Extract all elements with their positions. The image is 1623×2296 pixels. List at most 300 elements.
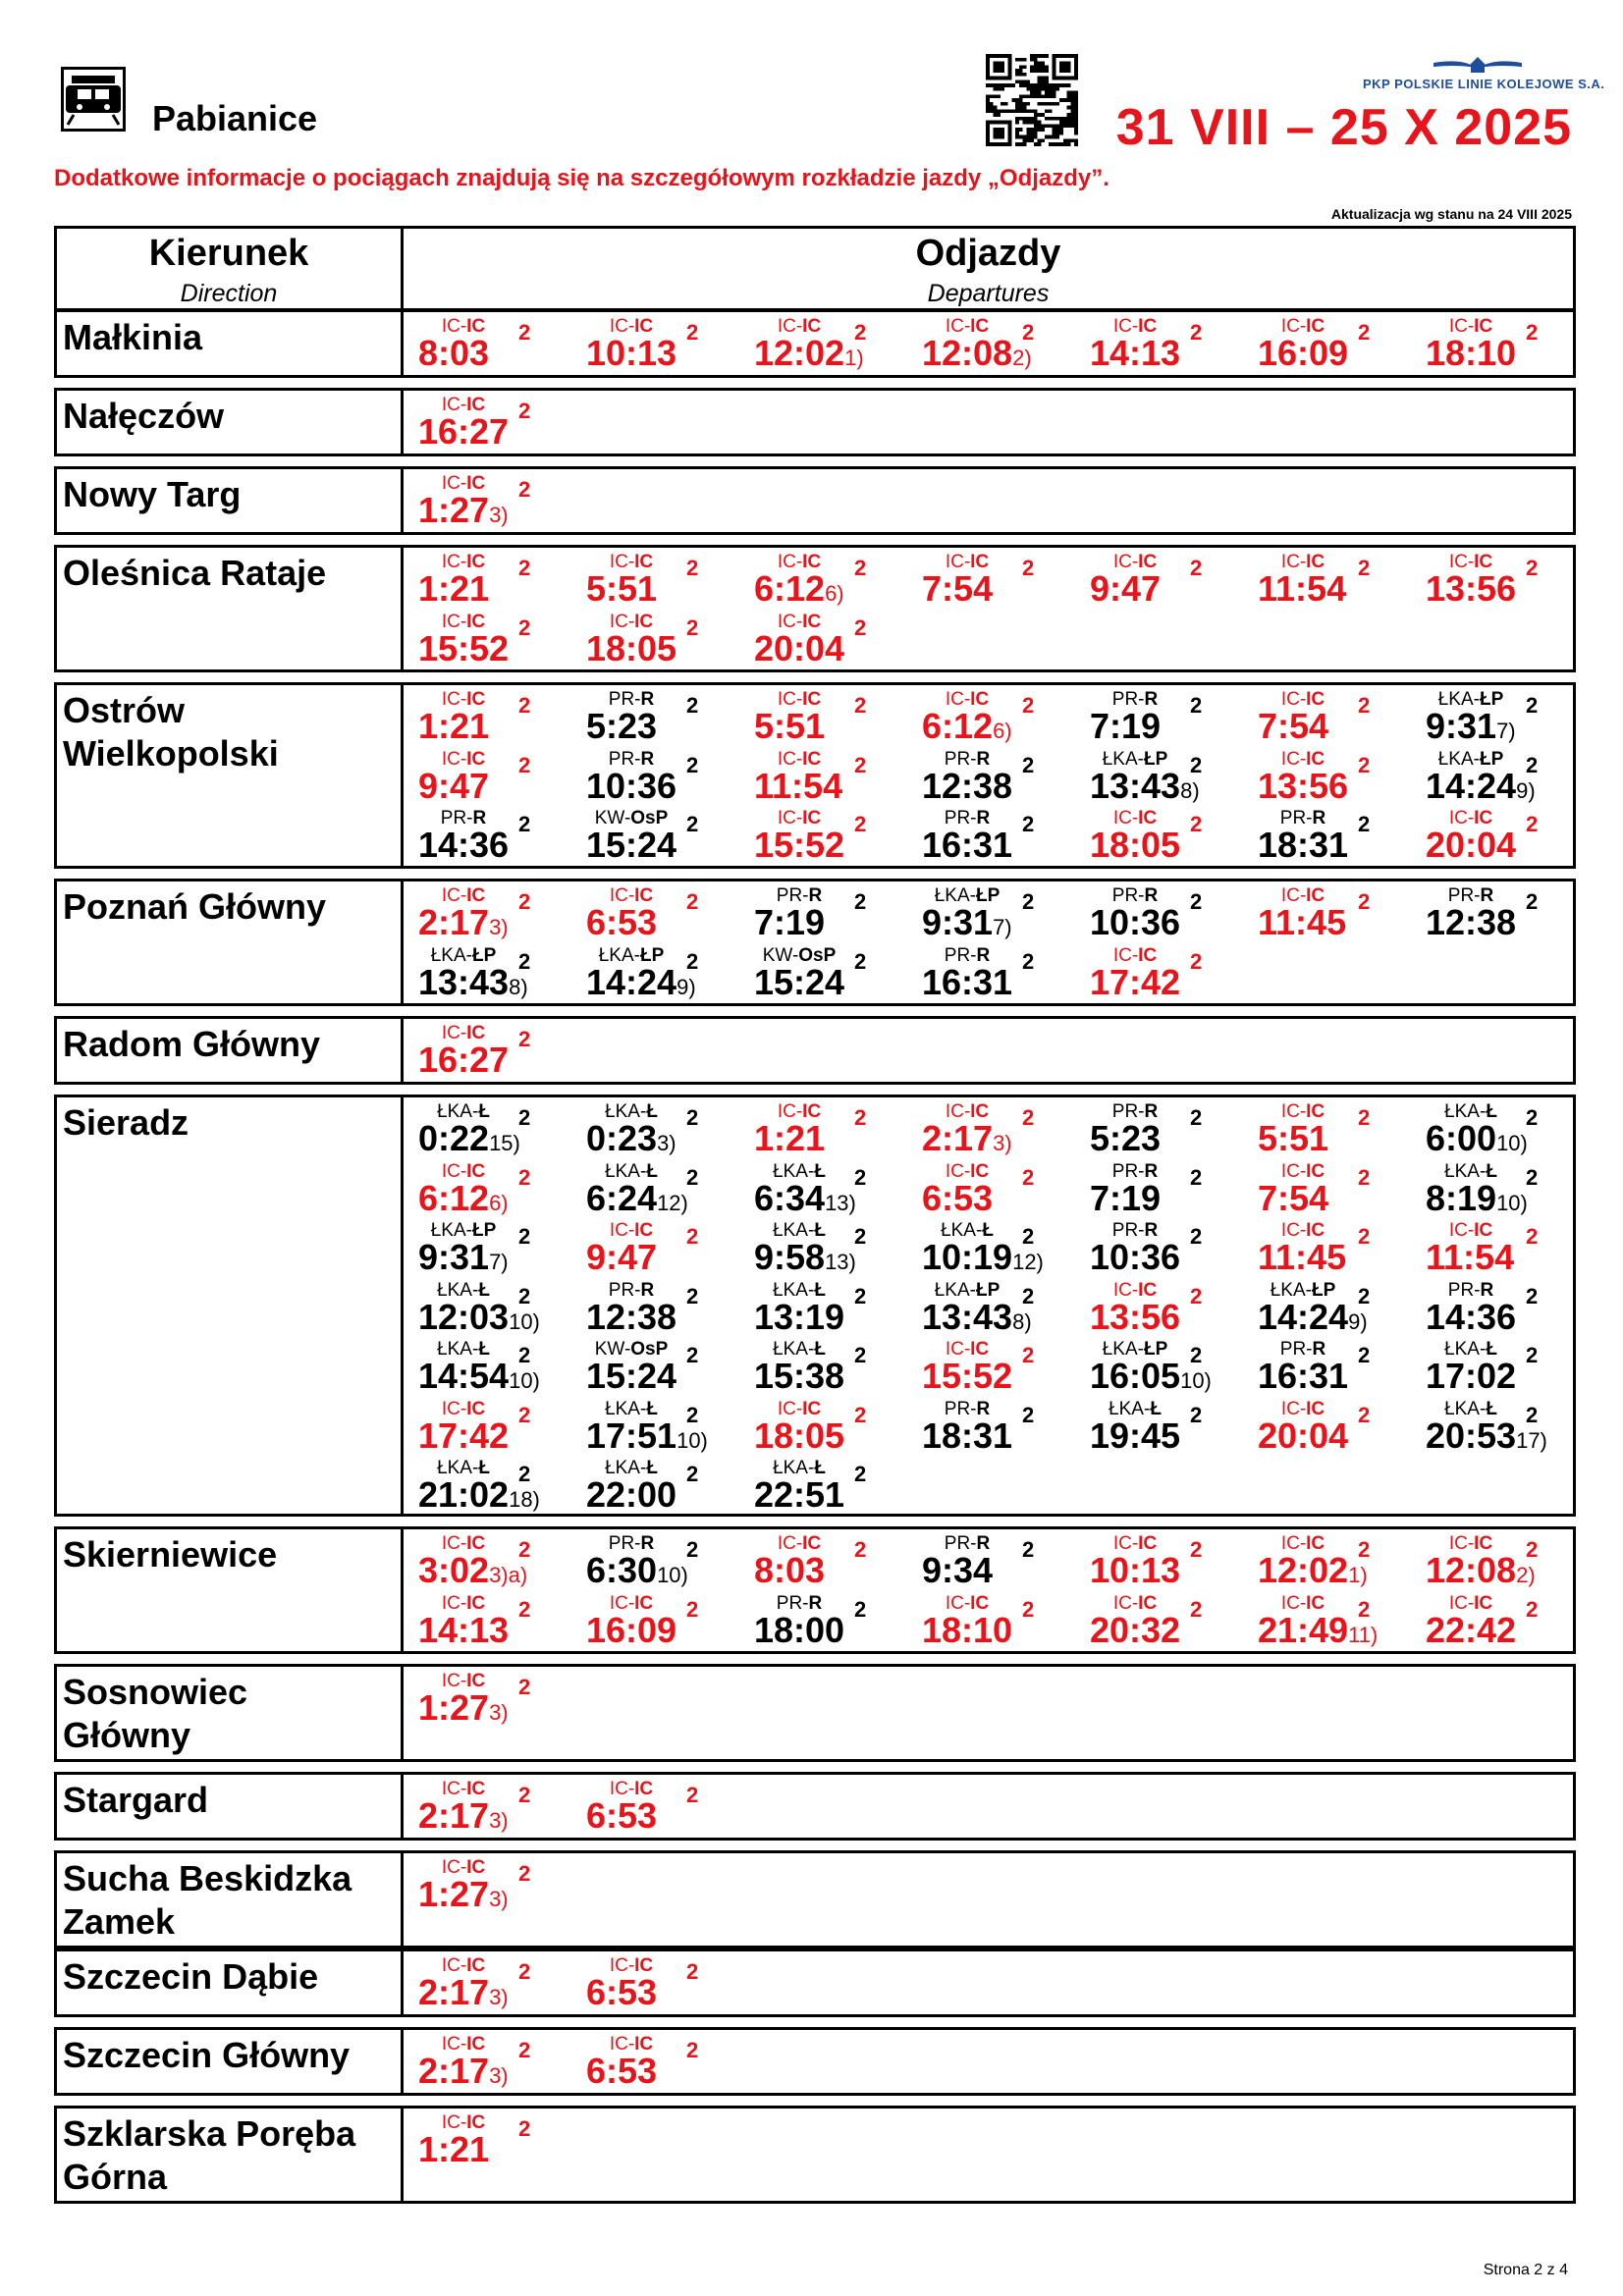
departure-entry[interactable] [912,1097,1079,1156]
train-category: IC-IC [609,885,654,906]
train-category: IC-IC [777,611,822,632]
departure-entry[interactable] [1080,1589,1247,1648]
train-category: IC-IC [945,316,990,337]
class-marker: 2 [1190,1343,1203,1367]
departure-entry[interactable] [1248,1216,1415,1275]
departure-entry[interactable] [576,1216,743,1275]
train-category: IC-IC [609,1592,654,1614]
departure-entry[interactable] [408,469,575,528]
departures-cell [404,2030,1573,2093]
departure-entry[interactable] [1080,548,1247,607]
departure-time: 2:173) [418,1795,509,1836]
departure-entry[interactable] [408,881,575,940]
departure-time: 14:249) [1426,765,1536,806]
departure-entry[interactable] [744,1157,911,1216]
departure-time: 13:56 [1090,1296,1181,1337]
departure-entry[interactable] [1416,1157,1583,1216]
info-note: Dodatkowe informacje o pociągach znajdują się na szczegółowym rozkładzie jazdy „Odjazdy”. [54,165,1109,191]
departure-entry[interactable] [576,1589,743,1648]
departure-time: 1:273) [418,1687,509,1728]
departure-entry[interactable] [408,608,575,667]
departure-time: 18:05 [1090,825,1181,865]
departure-entry[interactable] [576,1335,743,1394]
direction-cell [57,1529,404,1651]
departures-subtitle: Departures [927,280,1050,307]
departures-cell [404,1667,1573,1759]
departure-time: 13:438) [922,1296,1032,1337]
class-marker: 2 [686,1343,699,1367]
departure-time: 10:36 [586,765,677,806]
departure-entry[interactable] [1416,745,1583,804]
departure-entry[interactable] [408,1529,575,1588]
departure-entry[interactable] [744,608,911,667]
direction-cell [57,1775,404,1838]
departure-entry[interactable] [1416,685,1583,744]
departure-entry[interactable] [576,804,743,863]
departure-time: 9:47 [418,765,490,806]
footnote-ref: 10) [657,1563,688,1587]
departure-time: 9:47 [1090,568,1162,609]
destination-row [54,1095,1576,1517]
departure-entry[interactable] [1080,1276,1247,1335]
train-category: IC-IC [1448,808,1493,828]
train-category: PR-R [1447,1279,1494,1301]
departure-entry[interactable] [912,804,1079,863]
departure-entry[interactable] [744,1395,911,1454]
departure-entry[interactable] [576,685,743,744]
departure-time: 2:173) [418,1972,509,2012]
class-marker: 2 [686,1783,699,1807]
departure-entry[interactable] [576,1775,743,1834]
departure-time: 11:45 [1258,902,1347,942]
departure-entry[interactable] [576,881,743,940]
train-category: PR-R [944,944,991,966]
departure-time: 16:09 [586,1609,677,1650]
departure-entry[interactable] [1416,881,1583,940]
train-category: PR-R [608,748,655,770]
departure-entry[interactable] [744,1216,911,1275]
departure-entry[interactable] [1080,1216,1247,1275]
departure-entry[interactable] [408,2109,575,2167]
class-marker: 2 [518,2116,531,2141]
train-category: IC-IC [1280,885,1325,906]
departure-time: 18:31 [1258,825,1349,865]
class-marker: 2 [1526,1537,1539,1562]
departure-entry[interactable] [1248,685,1415,744]
destination-row [54,466,1576,535]
train-category: IC-IC [441,1023,486,1043]
class-marker: 2 [1022,752,1035,777]
departure-entry[interactable] [408,1775,575,1834]
departure-time: 5:51 [586,568,658,609]
train-category: ŁKA-Ł [605,1101,658,1122]
footnote-ref: 7) [1496,719,1516,743]
departure-entry[interactable] [744,312,911,371]
direction-cell [57,1667,404,1759]
departure-entry[interactable] [1248,1097,1415,1156]
departure-entry[interactable] [1416,1216,1583,1275]
class-marker: 2 [686,1224,699,1249]
departure-entry[interactable] [744,1589,911,1648]
departure-entry[interactable] [576,1951,743,2010]
departure-entry[interactable] [1416,1276,1583,1335]
train-category: PR-R [944,748,991,770]
class-marker: 2 [686,1164,699,1190]
departure-time: 17:02 [1426,1356,1517,1396]
class-marker: 2 [518,614,531,640]
departure-entry[interactable] [408,1157,575,1216]
departure-entry[interactable] [1080,1529,1247,1588]
class-marker: 2 [1526,752,1539,777]
departure-entry[interactable] [408,941,575,1000]
footnote-ref: 3) [489,1887,509,1911]
train-category: IC-IC [945,1592,990,1614]
departure-entry[interactable] [744,804,911,863]
departure-entry[interactable] [408,804,575,863]
footnote-ref: 9) [1348,1308,1368,1334]
destination-row [54,879,1576,1006]
departure-entry[interactable] [1416,804,1583,863]
departure-entry[interactable] [1248,312,1415,371]
class-marker: 2 [1526,1164,1539,1190]
departure-entry[interactable] [912,548,1079,607]
departure-entry[interactable] [1080,312,1247,371]
class-marker: 2 [1022,1164,1035,1190]
departure-time: 14:249) [586,961,696,1002]
class-marker: 2 [1190,320,1203,345]
departure-time: 17:5110) [586,1415,708,1456]
train-category: IC-IC [609,611,654,632]
validity-period: 31 VIII – 25 X 2025 [1115,99,1572,156]
departure-entry[interactable] [912,745,1079,804]
departure-time: 1:21 [418,2129,490,2169]
departure-entry[interactable] [1080,1097,1247,1156]
departure-entry[interactable] [744,941,911,1000]
departure-entry[interactable] [1080,804,1247,863]
departure-time: 6:2412) [586,1177,688,1218]
class-marker: 2 [518,1462,531,1486]
footnote-ref: 15) [489,1131,520,1155]
direction-cell [57,1019,404,1082]
departure-entry[interactable] [408,312,575,371]
departure-time: 12:021) [754,333,864,373]
train-category: ŁKA-Ł [437,1339,490,1360]
departure-entry[interactable] [576,1395,743,1454]
departure-time: 12:021) [1258,1550,1368,1590]
departure-entry[interactable] [408,548,575,607]
departure-time: 10:1912) [922,1237,1044,1277]
departure-entry[interactable] [1248,1335,1415,1394]
departure-entry[interactable] [744,745,911,804]
departure-entry[interactable] [1248,1529,1415,1588]
departure-entry[interactable] [1080,1157,1247,1216]
departure-time: 14:13 [1090,333,1181,373]
class-marker: 2 [1022,1105,1035,1130]
destination-name: Stargard [63,1780,209,1820]
departure-entry[interactable] [408,2030,575,2089]
departure-entry[interactable] [1248,745,1415,804]
departure-time: 20:5317) [1426,1415,1547,1456]
departure-entry[interactable] [408,1395,575,1454]
class-marker: 2 [518,752,531,777]
departure-entry[interactable] [1248,881,1415,940]
departure-entry[interactable] [744,1529,911,1588]
train-category: ŁKA-ŁP [1437,748,1504,770]
departure-entry[interactable] [576,745,743,804]
departure-entry[interactable] [1416,1335,1583,1394]
departure-entry[interactable] [408,1019,575,1078]
departure-entry[interactable] [408,1335,575,1394]
departure-time: 18:31 [922,1415,1013,1456]
departure-entry[interactable] [576,1097,743,1156]
departure-time: 6:3413) [754,1177,856,1218]
departure-time: 18:10 [1426,333,1517,373]
departure-time: 21:0218) [418,1474,540,1515]
class-marker: 2 [1358,1164,1371,1190]
departure-entry[interactable] [1416,1395,1583,1454]
departure-entry[interactable] [1416,1589,1583,1648]
class-marker: 2 [1190,752,1203,777]
departure-entry[interactable] [408,1097,575,1156]
destination-name: Sucha Beskidzka Zamek [63,1858,352,1942]
departure-entry[interactable] [408,1276,575,1335]
departure-entry[interactable] [1080,685,1247,744]
class-marker: 2 [518,1783,531,1807]
direction-subtitle: Direction [180,280,278,307]
footnote-ref: 6) [825,581,844,606]
departure-time: 16:31 [922,961,1013,1002]
departure-time: 20:04 [754,627,845,668]
departure-entry[interactable] [576,1529,743,1588]
destination-name: Nowy Targ [63,474,242,514]
departure-entry[interactable] [1416,1097,1583,1156]
departure-entry[interactable] [1416,312,1583,371]
train-category: IC-IC [777,808,822,828]
class-marker: 2 [854,1596,867,1622]
departure-time: 11:54 [1426,1237,1515,1277]
departure-entry[interactable] [1248,1589,1415,1648]
departure-time: 2:173) [922,1118,1012,1158]
departure-time: 22:00 [586,1474,677,1515]
departure-time: 18:05 [586,627,677,668]
departure-entry[interactable] [1416,1529,1583,1588]
departure-entry[interactable] [576,2030,743,2089]
train-category: PR-R [608,689,655,710]
footnote-ref: 1) [844,346,864,370]
train-category: IC-IC [1280,748,1325,770]
departure-entry[interactable] [1080,1395,1247,1454]
departure-entry[interactable] [408,1853,575,1912]
destination-row [54,2106,1576,2204]
class-marker: 2 [1190,1164,1203,1190]
departure-entry[interactable] [1080,881,1247,940]
departure-entry[interactable] [1080,1335,1247,1394]
departure-time: 7:54 [1258,1177,1329,1218]
train-category: ŁKA-Ł [773,1220,826,1241]
class-marker: 2 [1190,1596,1203,1622]
train-category: IC-IC [609,1955,654,1976]
train-category: ŁKA-Ł [437,1279,490,1301]
class-marker: 2 [518,1959,531,1984]
departure-entry[interactable] [576,941,743,1000]
departure-time: 6:53 [586,902,658,942]
departure-entry[interactable] [744,1454,911,1513]
train-category: IC-IC [945,1160,990,1182]
train-category: IC-IC [777,1533,822,1554]
class-marker: 2 [1358,1224,1371,1249]
train-category: IC-IC [945,689,990,710]
departure-entry[interactable] [1080,941,1247,1000]
departure-entry[interactable] [912,1216,1079,1275]
page-number: Strona 2 z 4 [1483,2262,1568,2278]
departure-time: 9:317) [922,902,1012,942]
class-marker: 2 [1358,812,1371,836]
train-category: IC-IC [1112,1279,1158,1301]
train-category: PR-R [1279,1339,1326,1360]
destination-name: Nałęczów [63,396,225,436]
class-marker: 2 [686,320,699,345]
direction-cell [57,685,404,866]
departure-entry[interactable] [744,881,911,940]
departure-entry[interactable] [744,1335,911,1394]
class-marker: 2 [518,1343,531,1367]
train-category: ŁKA-Ł [1444,1101,1497,1122]
departure-entry[interactable] [1248,1157,1415,1216]
departure-entry[interactable] [1248,1276,1415,1335]
departure-entry[interactable] [912,1589,1079,1648]
departures-cell [404,1775,1573,1838]
departure-entry[interactable] [912,1529,1079,1588]
departure-time: 7:19 [1090,1177,1162,1218]
departure-entry[interactable] [1248,1395,1415,1454]
departure-time: 14:36 [1426,1296,1517,1337]
train-category: ŁKA-Ł [773,1458,826,1478]
train-category: IC-IC [441,885,486,906]
departure-entry[interactable] [912,312,1079,371]
departure-time: 16:27 [418,411,510,452]
class-marker: 2 [518,1224,531,1249]
class-marker: 2 [854,1402,867,1427]
footnote-ref: 3) [489,915,509,939]
train-category: IC-IC [609,316,654,337]
departure-time: 9:317) [418,1237,509,1277]
departure-time: 8:03 [418,333,490,373]
departures-cell [404,1853,1573,1946]
train-category: IC-IC [777,1101,822,1122]
train-category: ŁKA-ŁP [598,944,665,966]
train-category: ŁKA-Ł [1444,1160,1497,1182]
departure-time: 15:52 [922,1356,1013,1396]
direction-cell [57,312,404,375]
train-category: IC-IC [945,1339,990,1360]
direction-title: Kierunek [148,233,309,274]
departure-entry[interactable] [912,1395,1079,1454]
departure-time: 17:42 [1090,961,1181,1002]
departure-entry[interactable] [744,1097,911,1156]
class-marker: 2 [686,1596,699,1622]
class-marker: 2 [686,1105,699,1130]
class-marker: 2 [1190,556,1203,580]
departure-entry[interactable] [576,312,743,371]
direction-cell [57,391,404,454]
departure-entry[interactable] [408,1454,575,1513]
departure-entry[interactable] [912,1335,1079,1394]
train-category: IC-IC [945,552,990,572]
train-category: ŁKA-Ł [773,1160,826,1182]
departure-entry[interactable] [1416,548,1583,607]
departure-time: 2:173) [418,902,509,942]
train-category: ŁKA-Ł [1444,1398,1497,1419]
departure-entry[interactable] [744,685,911,744]
train-category: PR-R [1111,689,1159,710]
direction-cell [57,1097,404,1514]
departure-time: 16:09 [1258,333,1349,373]
departures-cell [404,685,1573,866]
departure-time: 11:45 [1258,1237,1347,1277]
train-category: ŁKA-Ł [605,1160,658,1182]
departure-entry[interactable] [912,1276,1079,1335]
class-marker: 2 [1358,1596,1371,1622]
departure-time: 15:24 [586,1356,677,1396]
class-marker: 2 [1190,812,1203,836]
departure-entry[interactable] [576,1276,743,1335]
class-marker: 2 [686,1402,699,1427]
train-category: ŁKA-ŁP [430,944,497,966]
direction-cell [57,1951,404,2014]
departure-entry[interactable] [408,1589,575,1648]
departure-entry[interactable] [576,1157,743,1216]
class-marker: 2 [518,1596,531,1622]
departure-entry[interactable] [408,1216,575,1275]
train-category: IC-IC [441,1160,486,1182]
train-category: IC-IC [441,1592,486,1614]
departure-entry[interactable] [408,391,575,450]
departure-entry[interactable] [576,608,743,667]
departure-entry[interactable] [576,1454,743,1513]
departure-entry[interactable] [744,548,911,607]
train-category: ŁKA-Ł [437,1101,490,1122]
departure-time: 6:53 [586,1972,658,2012]
departure-entry[interactable] [912,941,1079,1000]
footnote-ref: 10) [1496,1190,1528,1215]
destination-name: Szklarska Poręba Górna [63,2113,356,2197]
departure-time: 15:38 [754,1356,845,1396]
departure-entry[interactable] [408,685,575,744]
departure-time: 18:05 [754,1415,845,1456]
departure-entry[interactable] [744,1276,911,1335]
departure-time: 1:21 [754,1118,826,1158]
departure-entry[interactable] [912,685,1079,744]
class-marker: 2 [518,399,531,423]
departure-entry[interactable] [912,881,1079,940]
train-category: ŁKA-ŁP [1102,1339,1168,1360]
direction-cell [57,2030,404,2093]
departure-entry[interactable] [408,1951,575,2010]
qr-code[interactable] [986,54,1078,146]
class-marker: 2 [1526,1402,1539,1427]
departure-entry[interactable] [1248,548,1415,607]
footnote-ref: 2) [1012,346,1032,370]
departure-entry[interactable] [408,1667,575,1726]
departure-entry[interactable] [1080,745,1247,804]
departure-entry[interactable] [408,745,575,804]
departure-entry[interactable] [912,1157,1079,1216]
departure-entry[interactable] [1248,804,1415,863]
train-category: IC-IC [441,1779,486,1799]
class-marker: 2 [1358,693,1371,718]
departure-entry[interactable] [576,548,743,607]
train-category: IC-IC [1280,1160,1325,1182]
